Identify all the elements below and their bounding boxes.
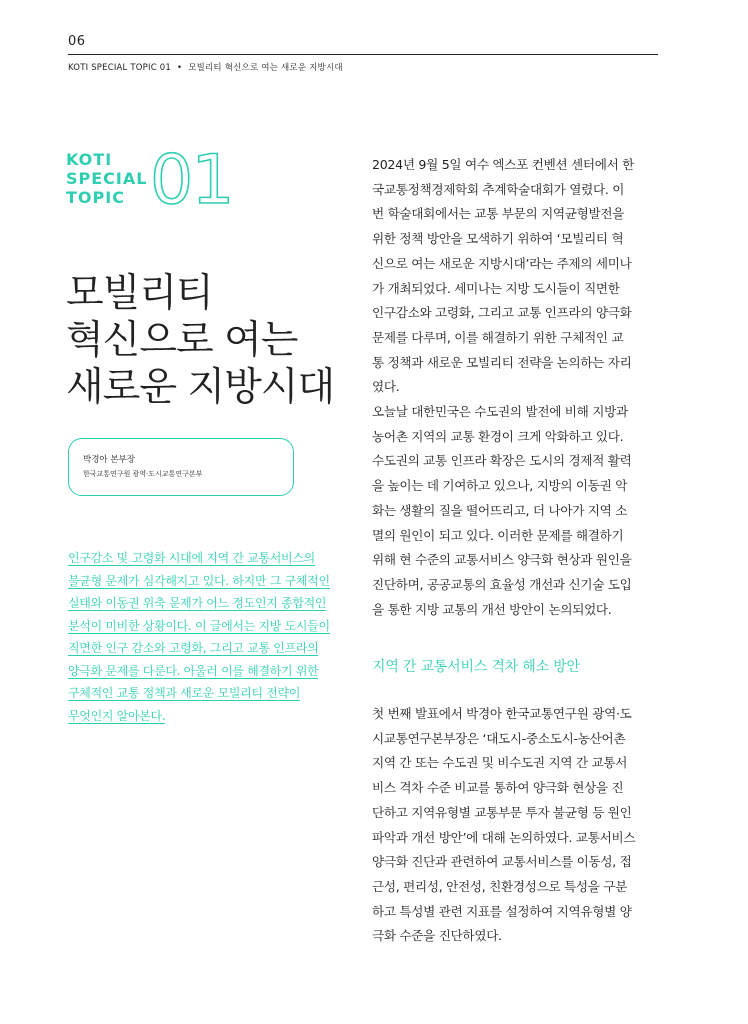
- body-line: 을 높이는 데 기여하고 있으나, 지방의 이동권 악: [372, 478, 628, 494]
- body-text-section: [372, 702, 662, 949]
- body-line: 위한 정책 방안을 모색하기 위하여 ‘모빌리티 혁: [372, 231, 624, 247]
- body-line: 양극화 진단과 관련하여 교통서비스를 이동성, 접: [372, 854, 632, 870]
- body-line: 지역 간 또는 수도권 및 비수도권 지역 간 교통서: [372, 755, 628, 771]
- running-head: [68, 61, 658, 73]
- body-line: 신으로 여는 새로운 지방시대’라는 주제의 세미나: [372, 255, 632, 271]
- body-line: 였다.: [372, 379, 400, 395]
- author-box: [68, 438, 294, 496]
- abstract-line: 인구감소 및 고령화 시대에 지역 간 교통서비스의: [68, 551, 315, 565]
- body-line: 근성, 편리성, 안전성, 친환경성으로 특성을 구분: [372, 878, 628, 894]
- topic-badge: [66, 141, 266, 220]
- body-line: 을 통한 지방 교통의 개선 방안이 논의되었다.: [372, 601, 612, 617]
- abstract-line: 실태와 이동권 위축 문제가 어느 정도인지 종합적인: [68, 596, 327, 610]
- body-line: 수도권의 교통 인프라 확장은 도시의 경제적 활력: [372, 453, 632, 469]
- topic-label-special: SPECIAL: [66, 169, 148, 188]
- body-line: 2024년 9월 5일 여수 엑스포 컨벤션 센터에서 한: [372, 157, 635, 172]
- body-line: 가 개최되었다. 세미나는 지방 도시들이 직면한: [372, 280, 620, 296]
- page-number: 06: [68, 34, 86, 49]
- body-line: 첫 번째 발표에서 박경아 한국교통연구원 광역·도: [372, 706, 632, 721]
- abstract-line: 불균형 문제가 심각해지고 있다. 하지만 그 구체적인: [68, 573, 330, 588]
- abstract-line: 직면한 인구 감소와 고령화, 그리고 교통 인프라의: [68, 641, 319, 655]
- body-text-intro: [372, 153, 662, 622]
- body-line: 하고 특성별 관련 지표를 설정하여 지역유형별 양: [372, 903, 632, 919]
- body-line: 파악과 개선 방안’에 대해 논의하였다. 교통서비스: [372, 829, 636, 845]
- topic-number: 01: [150, 141, 233, 220]
- body-line: 문제를 다루며, 이를 해결하기 위한 구체적인 교: [372, 329, 624, 345]
- author-name: 박경아 본부장: [83, 455, 135, 465]
- title-line: 혁신으로 여는: [66, 318, 298, 363]
- running-head-title: 모빌리티 혁신으로 여는 새로운 지방시대: [188, 63, 343, 73]
- title-line: 모빌리티: [66, 271, 213, 316]
- body-line: 비스 격차 수준 비교를 통하여 양극화 현상을 진: [372, 780, 624, 796]
- header-rule: [68, 54, 658, 55]
- abstract-line: 무엇인지 알아본다.: [68, 708, 166, 723]
- abstract-line: 분석이 미비한 상황이다. 이 글에서는 지방 도시들이: [68, 618, 330, 633]
- title-line: 새로운 지방시대: [66, 365, 335, 410]
- body-line: 통 정책과 새로운 모빌리티 전략을 논의하는 자리: [372, 354, 632, 370]
- section-heading: 지역 간 교통서비스 격차 해소 방안: [372, 659, 580, 675]
- body-line: 단하고 지역유형별 교통부문 투자 불균형 등 원인: [372, 804, 632, 820]
- article-title: [66, 270, 356, 411]
- body-line: 오늘날 대한민국은 수도권의 발전에 비해 지방과: [372, 404, 628, 420]
- page-header: [68, 34, 658, 73]
- body-line: 극화 수준을 진단하였다.: [372, 928, 502, 944]
- abstract-line: 구체적인 교통 정책과 새로운 모빌리티 전략이: [68, 686, 301, 700]
- abstract-line: 양극화 문제를 다룬다. 아울러 이를 해결하기 위한: [68, 663, 319, 678]
- running-head-separator: •: [176, 63, 183, 73]
- body-line: 위해 현 수준의 교통서비스 양극화 현상과 원인을: [372, 552, 632, 568]
- body-line: 번 학술대회에서는 교통 부문의 지역균형발전을: [372, 206, 625, 222]
- body-line: 멸의 원인이 되고 있다. 이러한 문제를 해결하기: [372, 527, 624, 543]
- author-affiliation: 한국교통연구원 광역·도시교통연구본부: [83, 470, 203, 478]
- body-line: 국교통정책경제학회 추계학술대회가 열렸다. 이: [372, 181, 625, 197]
- body-line: 진단하며, 공공교통의 효율성 개선과 신기술 도입: [372, 576, 632, 592]
- body-line: 인구감소와 고령화, 그리고 교통 인프라의 양극화: [372, 305, 632, 321]
- topic-label-koti: KOTI: [66, 150, 113, 169]
- body-line: 농어촌 지역의 교통 환경이 크게 악화하고 있다.: [372, 428, 624, 444]
- topic-label-topic: TOPIC: [66, 188, 125, 207]
- body-line: 시교통연구본부장은 ‘대도시-중소도시-농산어촌: [372, 730, 626, 746]
- body-line: 화는 생활의 질을 떨어뜨리고, 더 나아가 지역 소: [372, 502, 628, 518]
- abstract: [68, 547, 346, 727]
- running-head-series: KOTI SPECIAL TOPIC 01: [68, 63, 171, 73]
